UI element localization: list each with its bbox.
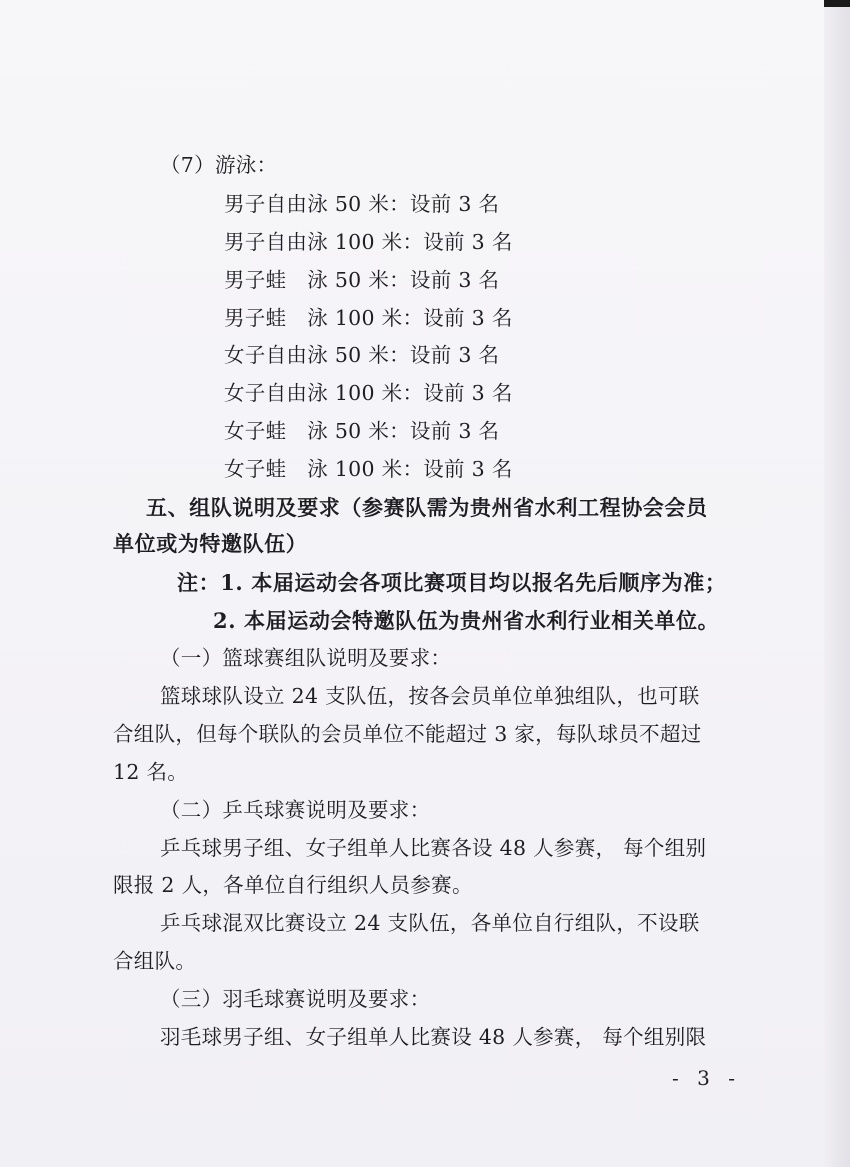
swim-event: 女子蛙 泳 100 米：设前 3 名	[224, 457, 513, 481]
corner-mark	[824, 0, 850, 7]
pingpong-text: 限报 2 人，各单位自行组织人员参赛。	[113, 873, 473, 897]
swim-heading: （7）游泳：	[160, 153, 278, 177]
badminton-heading: （三）羽毛球赛说明及要求：	[160, 987, 431, 1011]
swim-event: 女子蛙 泳 50 米：设前 3 名	[224, 419, 500, 443]
section-title-continued: 单位或为特邀队伍）	[113, 531, 308, 556]
badminton-text: 羽毛球男子组、女子组单人比赛设 48 人参赛， 每个组别限	[160, 1025, 707, 1049]
swim-event: 男子自由泳 50 米：设前 3 名	[224, 192, 500, 216]
page-number: - 3 -	[672, 1066, 741, 1090]
note-1: 注：1. 本届运动会各项比赛项目均以报名先后顺序为准；	[177, 570, 727, 595]
pingpong-text: 乒乓球混双比赛设立 24 支队伍，各单位自行组队，不设联	[160, 911, 700, 935]
basketball-text: 篮球球队设立 24 支队伍，按各会员单位单独组队，也可联	[160, 684, 700, 708]
scan-edge	[824, 0, 850, 1167]
swim-event: 男子蛙 泳 100 米：设前 3 名	[224, 306, 513, 330]
swim-event: 男子自由泳 100 米：设前 3 名	[224, 230, 513, 254]
swim-event: 女子自由泳 100 米：设前 3 名	[224, 381, 513, 405]
pingpong-text: 乒乓球男子组、女子组单人比赛各设 48 人参赛， 每个组别	[160, 836, 707, 860]
section-title: 五、组队说明及要求（参赛队需为贵州省水利工程协会会员	[146, 495, 708, 520]
swim-event: 女子自由泳 50 米：设前 3 名	[224, 343, 500, 367]
pingpong-heading: （二）乒乓球赛说明及要求：	[160, 798, 431, 822]
basketball-text: 12 名。	[113, 760, 189, 784]
note-2: 2. 本届运动会特邀队伍为贵州省水利行业相关单位。	[213, 608, 720, 633]
pingpong-text: 合组队。	[113, 949, 197, 973]
basketball-text: 合组队，但每个联队的会员单位不能超过 3 家，每队球员不超过	[113, 722, 702, 746]
swim-event: 男子蛙 泳 50 米：设前 3 名	[224, 268, 500, 292]
basketball-heading: （一）篮球赛组队说明及要求：	[160, 646, 452, 670]
